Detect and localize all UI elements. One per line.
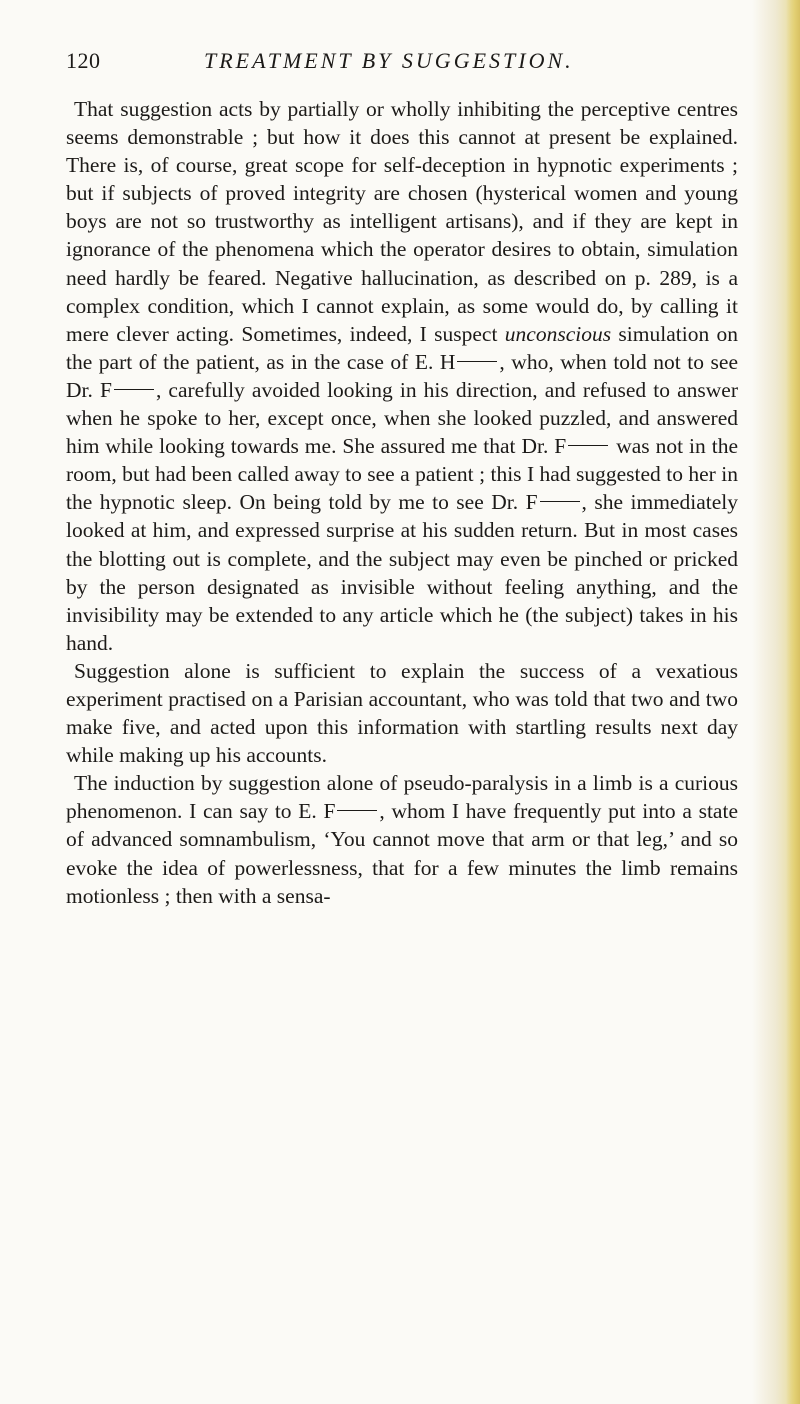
em-dash-rule bbox=[337, 810, 377, 811]
page-header bbox=[66, 48, 746, 78]
page-edge-tint bbox=[786, 0, 800, 1404]
text-run: That suggestion acts by partially or wholly inhibiting the perceptive centres seems demonstrable ; but how it does this cannot at present be explained. There is, of course, great scope for self-deception in hypnotic experiments ; but if subjects of proved integrity are chosen (hysterical women and young boys are not so trustworthy as intelligent artisans), and if they are kept in ignorance of the phenomena which the operator desires to obtain, simulation need hardly be feared. Negative hallucination, as described on p. 289, is a complex condition, which I cannot explain, as some would do, by calling it mere clever acting. Sometimes, indeed, I suspect bbox=[66, 97, 738, 346]
text-run: The induction by suggestion alone of pseudo-paralysis in a limb is a curious phenomenon. I can say to E. F bbox=[66, 771, 738, 824]
em-dash-rule bbox=[457, 361, 497, 362]
paragraph-3 bbox=[66, 769, 738, 909]
text-run: , carefully avoided looking in his direction, and refused to answer when he spoke to her, except once, when she looked puzzled, and answered him while looking towards me. She assured me that Dr. F bbox=[66, 377, 738, 459]
em-dash-rule bbox=[568, 445, 608, 446]
page-number: 120 bbox=[66, 48, 101, 73]
body-text bbox=[66, 95, 738, 910]
text-run: , who, when told not to see Dr. F bbox=[66, 349, 738, 402]
paragraph-2: Suggestion alone is sufficient to explain the success of a vexatious experiment practised on a Parisian accountant, who was told that two and two make five, and acted upon this information with startling results next day while making up his accounts. bbox=[66, 658, 738, 768]
text-run: was not in the room, but had been called away to see a patient ; this I had suggested to her in the hypnotic sleep. On being told by me to see Dr. F bbox=[66, 434, 739, 515]
italic-text: unconscious bbox=[504, 321, 612, 346]
em-dash-rule bbox=[114, 389, 154, 390]
running-head: TREATMENT BY SUGGESTION. bbox=[204, 48, 574, 73]
em-dash-rule bbox=[540, 501, 580, 502]
text-run: , whom I have frequently put into a state of advanced somnambulism, ‘You cannot move that arm or that leg,’ and so evoke the idea of powerlessness, that for a few minutes the limb remains motionless ; then with a sensa- bbox=[66, 799, 738, 908]
paragraph-1 bbox=[66, 95, 738, 657]
text-run: , she immediately looked at him, and expressed surprise at his sudden return. But in most cases the blotting out is complete, and the subject may even be pinched or pricked by the person designated as invisible without feeling anything, and the invisibility may be extended to any article which he (the subject) takes in his hand. bbox=[66, 490, 738, 655]
text-run: simulation on the part of the patient, as in the case of E. H bbox=[66, 321, 739, 374]
